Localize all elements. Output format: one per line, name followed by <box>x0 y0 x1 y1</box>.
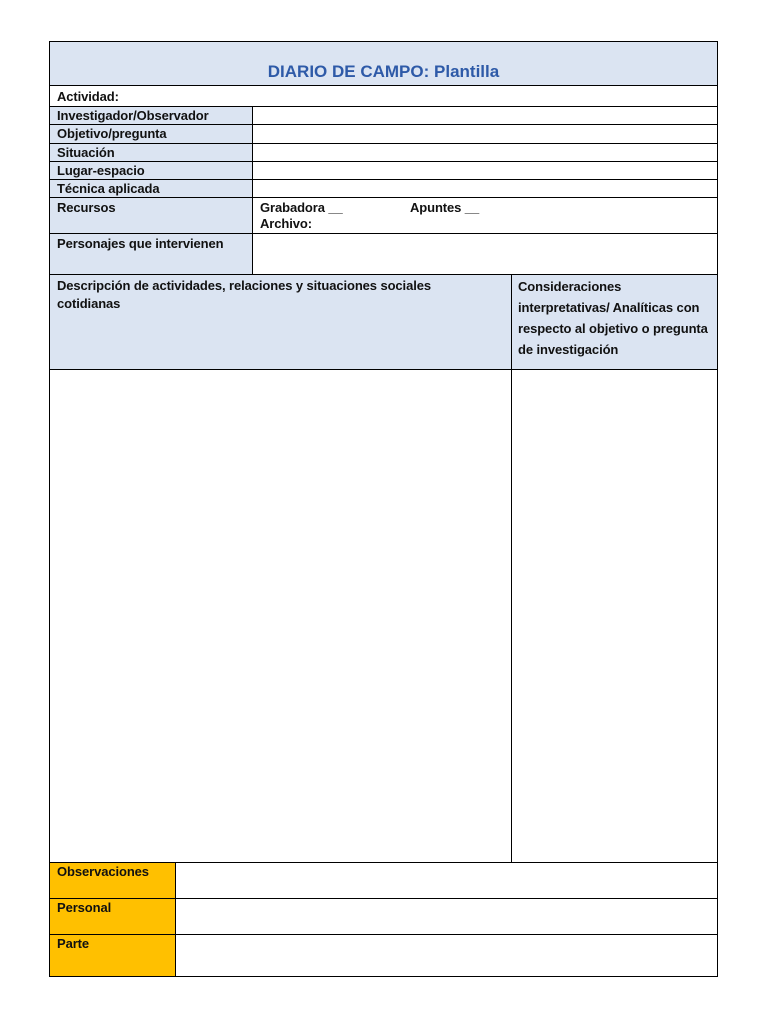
footer-parte-label: Parte <box>57 936 90 951</box>
field-objetivo-label: Objetivo/pregunta <box>57 126 167 141</box>
recurso-archivo: Archivo: <box>260 216 312 231</box>
footer-personal-field[interactable] <box>176 899 717 934</box>
field-actividad-label: Actividad: <box>57 89 119 104</box>
field-tecnica-label: Técnica aplicada <box>57 181 160 196</box>
field-situacion-label: Situación <box>57 145 115 160</box>
footer-parte-field[interactable] <box>176 935 717 976</box>
section-descripcion-header: Descripción de actividades, relaciones y situaciones sociales cotidianas <box>57 278 431 311</box>
descripcion-body[interactable] <box>50 370 511 862</box>
consideraciones-body[interactable] <box>512 370 717 862</box>
footer-observaciones-label: Observaciones <box>57 864 149 879</box>
page-title: DIARIO DE CAMPO: Plantilla <box>267 62 500 81</box>
recurso-apuntes: Apuntes __ <box>410 200 480 215</box>
recurso-grabadora: Grabadora __ <box>260 200 343 215</box>
field-investigador-label: Investigador/Observador <box>57 108 209 123</box>
field-personajes-label: Personajes que intervienen <box>57 236 224 251</box>
field-recursos-label: Recursos <box>57 200 116 215</box>
footer-observaciones-field[interactable] <box>176 863 717 898</box>
section-consideraciones-header: Consideraciones interpretativas/ Analíticas con respecto al objetivo o pregunta de investigación <box>518 279 708 357</box>
field-lugar-label: Lugar-espacio <box>57 163 145 178</box>
footer-personal-label: Personal <box>57 900 112 915</box>
